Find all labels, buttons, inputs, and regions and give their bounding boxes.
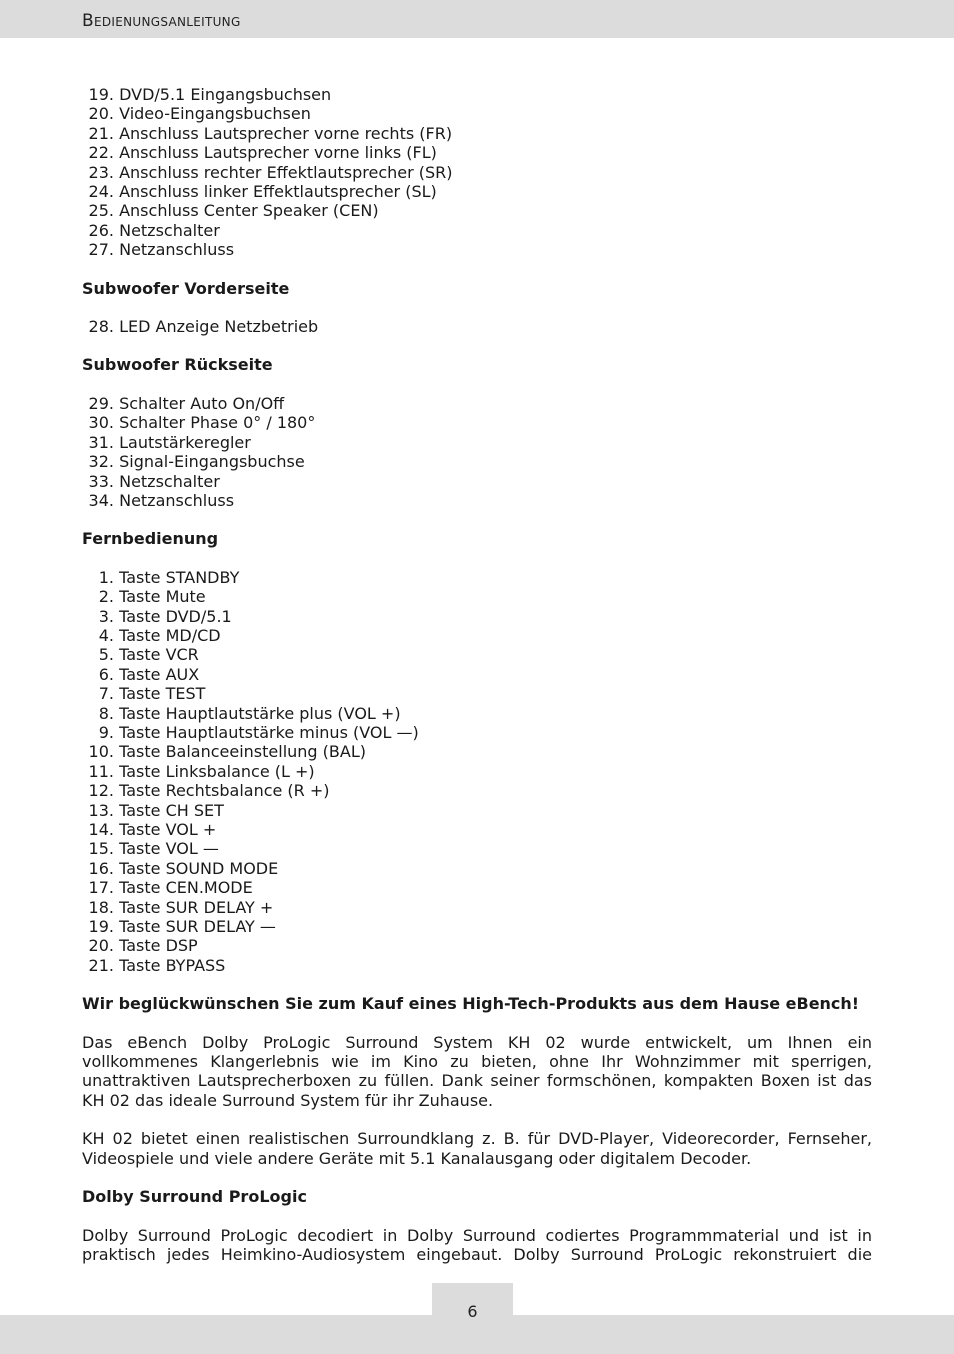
list-item-text: Taste VCR — [119, 645, 199, 665]
list-item — [82, 413, 872, 432]
list-item-text: Anschluss Lautsprecher vorne links (FL) — [119, 143, 437, 163]
list-item-text: Taste Hauptlautstärke plus (VOL +) — [119, 703, 401, 723]
list-item-text: Netzanschluss — [119, 490, 235, 510]
list-item-number: 32. — [88, 452, 114, 472]
list-item-text: Netzschalter — [119, 471, 220, 491]
list-item-number: 3. — [98, 606, 114, 626]
list-item — [82, 472, 872, 491]
remote-list — [82, 568, 872, 976]
list-item-number: 2. — [98, 587, 114, 607]
list-item — [82, 704, 872, 723]
list-item — [82, 742, 872, 761]
list-item — [82, 645, 872, 664]
list-item — [82, 317, 872, 336]
list-item-text: Netzanschluss — [119, 240, 235, 260]
list-item-number: 11. — [88, 761, 114, 781]
subwoofer-front-list — [82, 317, 872, 336]
list-item-number: 22. — [88, 143, 114, 163]
list-item-text: DVD/5.1 Eingangsbuchsen — [119, 85, 332, 104]
list-item — [82, 665, 872, 684]
list-item — [82, 723, 872, 742]
list-item-text: Taste Mute — [119, 587, 206, 607]
list-item-text: Taste Linksbalance (L +) — [119, 761, 315, 781]
rear-panel-list — [82, 85, 872, 260]
list-item-number: 33. — [88, 471, 114, 491]
list-item — [82, 956, 872, 975]
list-item-text: Schalter Phase 0° / 180° — [119, 413, 316, 433]
list-item-number: 20. — [88, 936, 114, 956]
list-item-text: Anschluss Center Speaker (CEN) — [119, 201, 379, 221]
list-item-number: 18. — [88, 897, 114, 917]
list-item-number: 21. — [88, 123, 114, 143]
list-item-text: Taste STANDBY — [119, 567, 240, 587]
list-item-text: Taste SOUND MODE — [119, 858, 279, 878]
list-item-text: Taste VOL + — [119, 820, 217, 839]
list-item-number: 6. — [98, 664, 114, 684]
list-item-number: 27. — [88, 240, 114, 260]
list-item-text: LED Anzeige Netzbetrieb — [119, 317, 319, 337]
list-item-text: Anschluss rechter Effektlautsprecher (SR) — [119, 162, 453, 182]
list-item — [82, 820, 872, 839]
list-item — [82, 104, 872, 123]
list-item — [82, 124, 872, 143]
list-item-number: 14. — [88, 820, 114, 839]
section-heading-subwoofer-front: Subwoofer Vorderseite — [82, 278, 290, 298]
list-item-text: Taste DVD/5.1 — [119, 606, 232, 626]
list-item-number: 20. — [88, 104, 114, 124]
list-item-text: Schalter Auto On/Off — [119, 393, 285, 413]
list-item-text: Taste TEST — [119, 684, 206, 704]
list-item-number: 19. — [88, 85, 114, 104]
list-item-text: Taste DSP — [119, 936, 198, 956]
list-item — [82, 240, 872, 259]
header-bar — [0, 0, 954, 38]
list-item — [82, 607, 872, 626]
list-item — [82, 936, 872, 955]
list-item-text: Anschluss Lautsprecher vorne rechts (FR) — [119, 123, 453, 143]
list-item-text: Taste MD/CD — [119, 625, 221, 645]
list-item — [82, 163, 872, 182]
list-item-number: 34. — [88, 490, 114, 510]
list-item-text: Taste SUR DELAY — — [119, 917, 276, 937]
list-item-text: Taste CH SET — [119, 800, 224, 820]
list-item — [82, 801, 872, 820]
page-content — [82, 85, 872, 1283]
list-item-number: 31. — [88, 432, 114, 452]
list-item — [82, 898, 872, 917]
intro-heading: Wir beglückwünschen Sie zum Kauf eines High-Tech-Produkts aus dem Hause eBench! — [82, 994, 860, 1014]
list-item-number: 29. — [88, 393, 114, 413]
list-item-number: 12. — [88, 781, 114, 801]
list-item-number: 15. — [88, 839, 114, 859]
list-item-number: 17. — [88, 878, 114, 898]
list-item — [82, 781, 872, 800]
list-item-number: 1. — [98, 567, 114, 587]
list-item — [82, 859, 872, 878]
list-item-number: 8. — [98, 703, 114, 723]
list-item — [82, 762, 872, 781]
list-item — [82, 839, 872, 858]
list-item — [82, 221, 872, 240]
section-heading-subwoofer-rear: Subwoofer Rückseite — [82, 355, 273, 375]
section-heading-remote: Fernbedienung — [82, 529, 219, 549]
intro-paragraph-2: KH 02 bietet einen realistischen Surroundklang z. B. für DVD-Player, Videorecorder, Fernseher, Videospiele und viele andere Geräte mit 5.1 Kanalausgang oder digitalem Decoder. — [82, 1129, 872, 1168]
list-item-text: Taste BYPASS — [119, 955, 226, 975]
list-item — [82, 626, 872, 645]
list-item — [82, 878, 872, 897]
list-item-text: Lautstärkeregler — [119, 432, 251, 452]
list-item — [82, 201, 872, 220]
list-item — [82, 491, 872, 510]
list-item-text: Taste Hauptlautstärke minus (VOL —) — [119, 722, 419, 742]
list-item — [82, 394, 872, 413]
list-item-number: 5. — [98, 645, 114, 665]
list-item-number: 13. — [88, 800, 114, 820]
list-item — [82, 433, 872, 452]
list-item-text: Taste VOL — — [119, 839, 219, 859]
dolby-paragraph: Dolby Surround ProLogic decodiert in Dolby Surround codiertes Programmmaterial und ist in praktisch jedes Heimkino-Audiosystem eingebaut. Dolby Surround ProLogic rekonstruiert die — [82, 1225, 872, 1264]
list-item-text: Taste SUR DELAY + — [119, 897, 274, 917]
list-item-text: Netzschalter — [119, 220, 220, 240]
list-item — [82, 568, 872, 587]
list-item-text: Anschluss linker Effektlautsprecher (SL) — [119, 182, 437, 202]
list-item-text: Video-Eingangsbuchsen — [119, 104, 311, 124]
list-item-text: Taste AUX — [119, 664, 200, 684]
list-item-number: 9. — [98, 722, 114, 742]
list-item-text: Taste Rechtsbalance (R +) — [119, 781, 330, 801]
list-item-number: 26. — [88, 220, 114, 240]
list-item-number: 23. — [88, 162, 114, 182]
list-item-number: 16. — [88, 858, 114, 878]
list-item — [82, 143, 872, 162]
list-item-text: Taste CEN.MODE — [119, 878, 253, 898]
list-item — [82, 452, 872, 471]
page-header-title: Bedienungsanleitung — [82, 11, 241, 31]
list-item-number: 19. — [88, 917, 114, 937]
list-item-number: 7. — [98, 684, 114, 704]
list-item — [82, 917, 872, 936]
list-item-number: 25. — [88, 201, 114, 221]
list-item-number: 28. — [88, 317, 114, 337]
list-item — [82, 182, 872, 201]
list-item — [82, 85, 872, 104]
list-item-text: Taste Balanceeinstellung (BAL) — [119, 742, 366, 762]
list-item-number: 4. — [98, 625, 114, 645]
list-item — [82, 587, 872, 606]
section-heading-dolby: Dolby Surround ProLogic — [82, 1187, 307, 1207]
page-number: 6 — [467, 1302, 478, 1321]
list-item — [82, 684, 872, 703]
intro-paragraph-1: Das eBench Dolby ProLogic Surround System KH 02 wurde entwickelt, um Ihnen ein vollkommenes Klangerlebnis wie im Kino zu bieten, ohne Ihr Wohnzimmer mit sperrigen, unattraktiven Lautsprecherboxen zu füllen. Dank seiner formschönen, kompakten Boxen ist das KH 02 das ideale Surround System für ihr Zuhause. — [82, 1032, 872, 1110]
subwoofer-rear-list — [82, 394, 872, 510]
list-item-number: 30. — [88, 413, 114, 433]
list-item-number: 21. — [88, 955, 114, 975]
list-item-number: 10. — [88, 742, 114, 762]
list-item-text: Signal-Eingangsbuchse — [119, 452, 305, 472]
list-item-number: 24. — [88, 182, 114, 202]
